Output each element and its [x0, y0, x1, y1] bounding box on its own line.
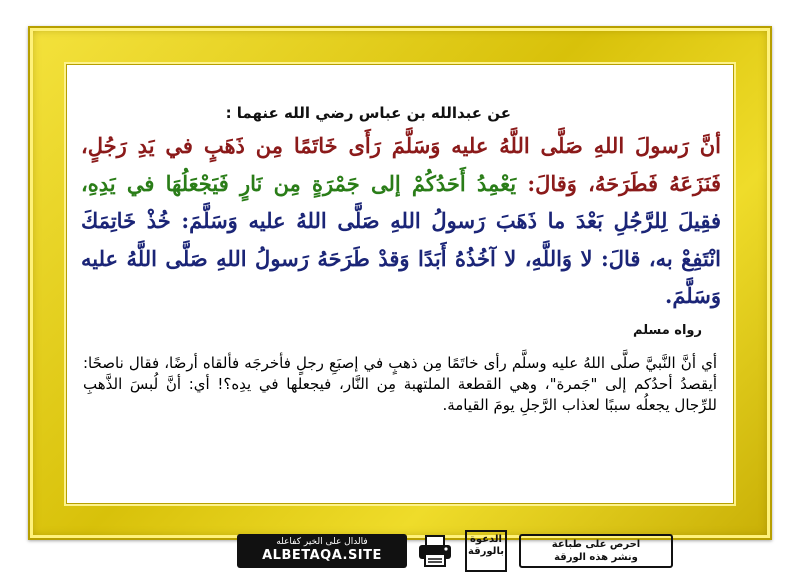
website-badge[interactable] — [237, 534, 407, 568]
explanation-text: أي أنَّ النَّبيَّ صلَّى اللهُ عليه وسلَّم رأى خاتَمًا مِن ذهبٍ في إصبَعِ رجلٍ فأخرجَه فألقاه أرضًا، فقال ناصحًا: أيقصدُ أحدُكم إلى "جَمرة"، وهي القطعة الملتهبة مِن النَّار، فيجعلها في يدِه؟! أي: أنَّ لُبسَ الذَّهبِ للرِّجال يجعلُه سببًا لعذاب الرَّجلِ يومَ القيامة. — [83, 354, 717, 414]
gold-frame — [28, 26, 772, 563]
website-tagline: فالدال على الخير كفاعله — [276, 537, 368, 547]
hadith-source: رواه مسلم — [633, 323, 702, 338]
content-card — [66, 64, 734, 563]
print-share-line-2: ونشر هذه الورقة — [554, 552, 638, 563]
hadith-part-3: فقِيلَ لِلرَّجُلِ بَعْدَ ما ذَهَبَ رَسولُ اللهِ صَلَّى اللهُ عليه وَسَلَّمَ: خُذْ خَاتِمَكَ انْتَفِعْ به، قالَ: لا وَاللَّهِ، لا آخُذُهُ أَبَدًا وَقدْ طَرَحَهُ رَسولُ اللهِ صَلَّى اللَّهُ عليه وَسَلَّمَ. — [81, 208, 721, 309]
print-share-line-1: احرص على طباعة — [551, 539, 641, 550]
narrator-line: عن عبدالله بن عباس رضي الله عنهما : — [225, 104, 511, 122]
printer-icon — [417, 534, 453, 568]
print-share-badge — [519, 534, 673, 568]
hadith-part-2: يَعْمِدُ أَحَدُكُمْ إلى جَمْرَةٍ مِن نَارٍ فَيَجْعَلُهَا في يَدِهِ، — [81, 170, 517, 196]
hadith-text — [81, 127, 721, 315]
hadith-part-1: أنَّ رَسولَ اللهِ صَلَّى اللَّهُ عليه وَسَلَّمَ رَأَى خَاتَمًا مِن ذَهَبٍ في يَدِ رَجُلٍ، فَنَزَعَهُ فَطَرَحَهُ، وَقالَ: — [81, 133, 721, 196]
logo-line-2: بالورقة — [468, 546, 504, 557]
website-url: ALBETAQA.SITE — [262, 548, 382, 563]
logo-line-1: الدعوة — [470, 534, 502, 545]
